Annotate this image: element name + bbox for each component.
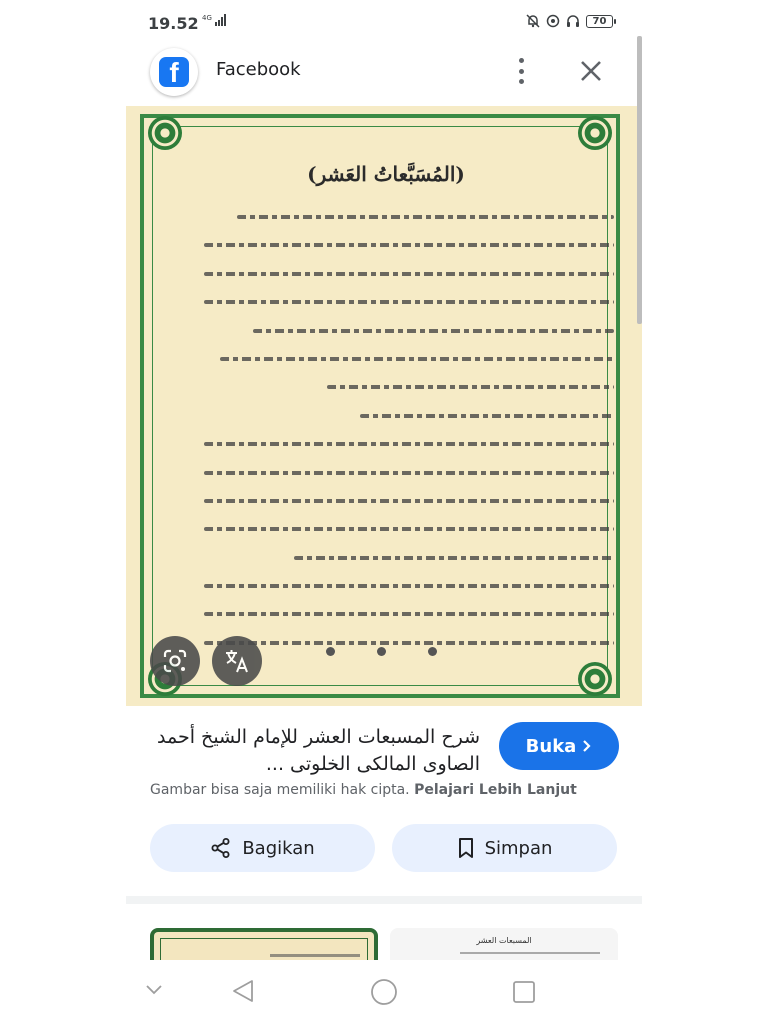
image-viewer-panel <box>126 36 642 960</box>
share-icon <box>210 837 232 859</box>
share-button[interactable] <box>150 824 375 872</box>
carousel-dot[interactable] <box>428 647 437 656</box>
learn-more-link[interactable]: Pelajari Lebih Lanjut <box>414 782 577 798</box>
chevron-down-icon[interactable] <box>145 984 163 996</box>
related-thumb-title: المسبعات العشر <box>476 936 532 945</box>
status-icons <box>526 14 613 28</box>
carousel-dot[interactable] <box>326 647 335 656</box>
copyright-notice <box>150 782 577 798</box>
ornament-icon <box>578 116 612 150</box>
bookmark-icon <box>457 837 475 859</box>
related-image-thumbnail[interactable] <box>390 928 618 960</box>
save-button[interactable] <box>392 824 617 872</box>
system-navigation-bar <box>0 960 768 1024</box>
source-title[interactable]: Facebook <box>216 59 301 80</box>
ornament-icon <box>148 116 182 150</box>
chevron-right-icon <box>582 739 592 753</box>
open-button-label: Buka <box>525 735 577 757</box>
open-button[interactable] <box>499 722 619 770</box>
hotspot-icon <box>546 14 560 28</box>
ornament-icon <box>578 662 612 696</box>
google-lens-icon <box>162 648 188 674</box>
close-icon[interactable] <box>578 58 604 84</box>
more-options-icon[interactable] <box>514 58 528 84</box>
translate-icon <box>223 647 251 675</box>
share-label: Bagikan <box>242 837 315 859</box>
related-image-thumbnail[interactable] <box>150 928 378 960</box>
recent-apps-icon[interactable] <box>512 980 536 1004</box>
source-header <box>126 36 642 106</box>
copyright-text: Gambar bisa saja memiliki hak cipta. <box>150 782 410 798</box>
result-title[interactable] <box>150 724 480 778</box>
result-title-line: شرح المسبعات العشر للإمام الشيخ أحمد <box>157 726 480 748</box>
facebook-source-icon[interactable] <box>150 48 198 96</box>
section-divider <box>126 896 642 904</box>
google-lens-button[interactable] <box>150 636 200 686</box>
scrollbar[interactable] <box>637 36 642 324</box>
battery-icon: 70 <box>586 15 613 28</box>
arabic-page-text <box>204 202 614 656</box>
home-icon[interactable] <box>370 978 398 1006</box>
headphones-icon <box>566 14 580 28</box>
carousel-dot[interactable] <box>377 647 386 656</box>
save-label: Simpan <box>484 837 553 859</box>
facebook-logo-letter: f <box>169 57 179 87</box>
translate-button[interactable] <box>212 636 262 686</box>
facebook-logo-icon <box>159 57 189 87</box>
carousel-dots <box>326 647 437 656</box>
page-heading: (المُسَبَّعاتُ العَشر) <box>307 162 465 186</box>
status-time: 19.52 <box>148 14 199 33</box>
signal-icon <box>202 14 227 28</box>
preview-image[interactable] <box>126 106 642 706</box>
back-icon[interactable] <box>230 978 256 1004</box>
result-title-line: الصاوى المالكى الخلوتى ... <box>265 753 480 775</box>
network-type: 4G <box>202 14 212 22</box>
mute-bell-icon <box>526 14 540 28</box>
